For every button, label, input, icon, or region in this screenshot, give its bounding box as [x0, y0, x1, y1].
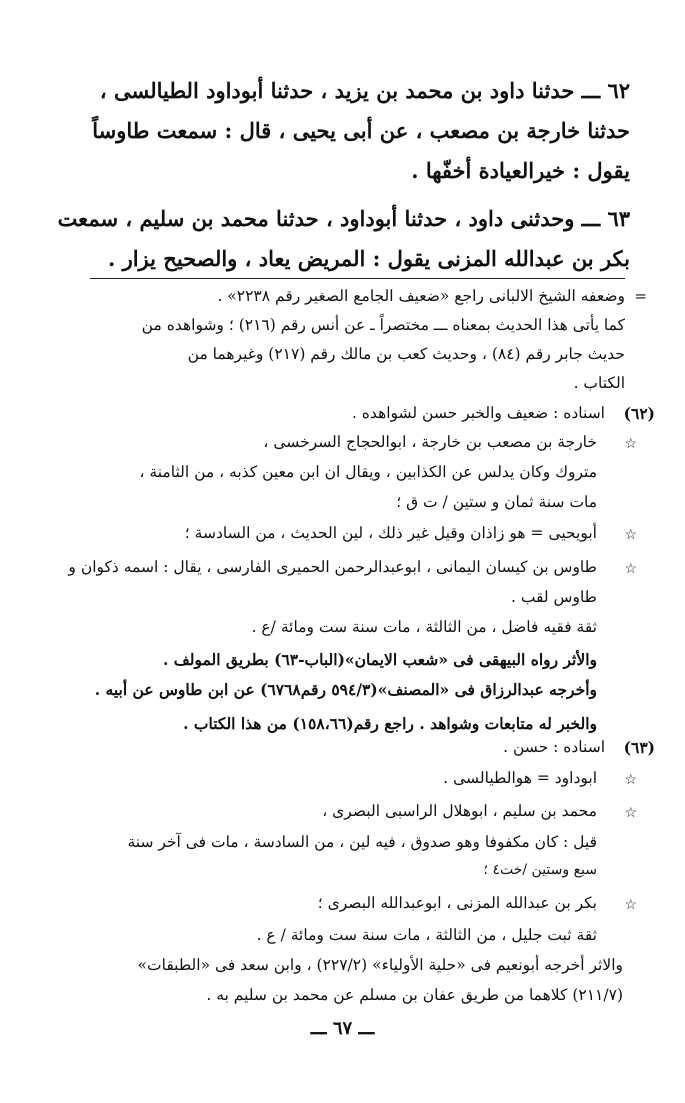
note-62-narrator-1-line-1: خارجة بن مصعب بن خارجة ، ابوالحجاج السرخسى ، — [263, 433, 597, 451]
note-cont-line-1: وضعفه الشيخ الالبانى راجع «ضعيف الجامع الصغير رقم ٢٢٣٨» . — [217, 287, 625, 305]
hadith-63-line-1: ٦٣ ـــ وحدثنى داود ، حدثنا أبوداود ، حدثنا محمد بن سليم ، سمعت — [57, 206, 630, 231]
star-icon: ☆ — [624, 772, 637, 788]
hadith-62-line-2: حدثنا خارجة بن مصعب ، عن أبى يحيى ، قال : سمعت طاوساً — [92, 118, 630, 143]
note-cont-line-3: حديث جابر رقم (٨٤) ، وحديث كعب بن مالك رقم (٢١٧) وغيرهما من — [187, 345, 625, 363]
page-number: ـــ ٦٧ ـــ — [310, 1018, 375, 1039]
hadith-63-line-2: بكر بن عبدالله المزنى يقول : المريض يعاد ، والصحيح يزار . — [107, 246, 630, 271]
footnote-separator — [90, 278, 625, 279]
continuation-mark: = — [634, 287, 647, 305]
note-63-source-line-2: (٢١١/٧) كلاهما من طريق عفان بن مسلم عن محمد بن سليم به . — [206, 986, 623, 1004]
note-62-marker: (٦٢) — [623, 404, 655, 423]
hadith-62-line-3: يقول : خيرالعيادة أخفّها . — [411, 158, 630, 183]
note-62-narrator-3-line-1: طاوس بن كيسان اليمانى ، ابوعبدالرحمن الحميرى الفارسى ، يقال : اسمه ذكوان و — [68, 558, 597, 576]
note-63-source-line-1: والاثر أخرجه أبونعيم فى «حلية الأولياء» (٢٢٧/٢) ، وابن سعد فى «الطبقات» — [137, 956, 623, 974]
star-icon: ☆ — [624, 805, 637, 821]
note-62-head: اسناده : ضعيف والخبر حسن لشواهده . — [351, 404, 605, 422]
note-62-narrator-3-line-2: طاوس لقب . — [510, 588, 597, 606]
note-cont-line-4: الكتاب . — [573, 374, 625, 392]
hadith-62-line-1: ٦٢ ـــ حدثنا داود بن محمد بن يزيد ، حدثنا أبوداود الطيالسى ، — [99, 78, 630, 103]
note-62-narrator-1-line-3: مات سنة ثمان و ستين / ت ق ؛ — [396, 493, 597, 511]
star-icon: ☆ — [624, 561, 637, 577]
note-63-narrator-3-line-2: ثقة ثبت جليل ، من الثالثة ، مات سنة ست ومائة / ع . — [256, 926, 597, 944]
note-62-narrator-3-line-3: ثقة فقيه فاضل ، من الثالثة ، مات سنة ست ومائة /ع . — [251, 618, 597, 636]
note-63-narrator-2-line-1: محمد بن سليم ، ابوهلال الراسبى البصرى ، — [322, 802, 597, 820]
note-63-head: اسناده : حسن . — [503, 738, 605, 756]
note-62-source-line-1: والأثر رواه البيهقى فى «شعب الايمان»(الباب-٦٣) بطريق المولف . — [162, 650, 597, 669]
note-62-source-line-2: وأخرجه عبدالرزاق فى «المصنف»(٥٩٤/٣ رقم٦٧٦٨) عن ابن طاوس عن أبيه . — [94, 680, 597, 699]
note-63-marker: (٦٣) — [623, 738, 655, 757]
note-63-narrator-1-line-1: ابوداود = هوالطيالسى . — [443, 769, 597, 787]
note-63-narrator-2-line-2: قيل : كان مكفوفا وهو صدوق ، فيه لين ، من السادسة ، مات فى آخر سنة — [127, 833, 597, 851]
star-icon: ☆ — [624, 436, 637, 452]
note-62-narrator-1-line-2: متروك وكان يدلس عن الكذابين ، ويقال ان ابن معين كذبه ، من الثامنة ، — [139, 463, 597, 481]
note-62-source-line-3: والخبر له متابعات وشواهد . راجع رقم(١٥٨،٦٦) من هذا الكتاب . — [183, 714, 597, 733]
star-icon: ☆ — [624, 897, 637, 913]
star-icon: ☆ — [624, 527, 637, 543]
note-63-narrator-3-line-1: بكر بن عبدالله المزنى ، ابوعبدالله البصرى ؛ — [317, 894, 597, 912]
note-62-narrator-2-line-1: أبويحيى = هو زاذان وقيل غير ذلك ، لين الحديث ، من السادسة ؛ — [184, 524, 597, 542]
note-cont-line-2: كما يأتى هذا الحديث بمعناه ـــ مختصراً ـ عن أنس رقم (٢١٦) ؛ وشواهده من — [141, 316, 625, 334]
note-63-narrator-2-line-3: سبع وستين /خت٤ ؛ — [483, 862, 597, 878]
